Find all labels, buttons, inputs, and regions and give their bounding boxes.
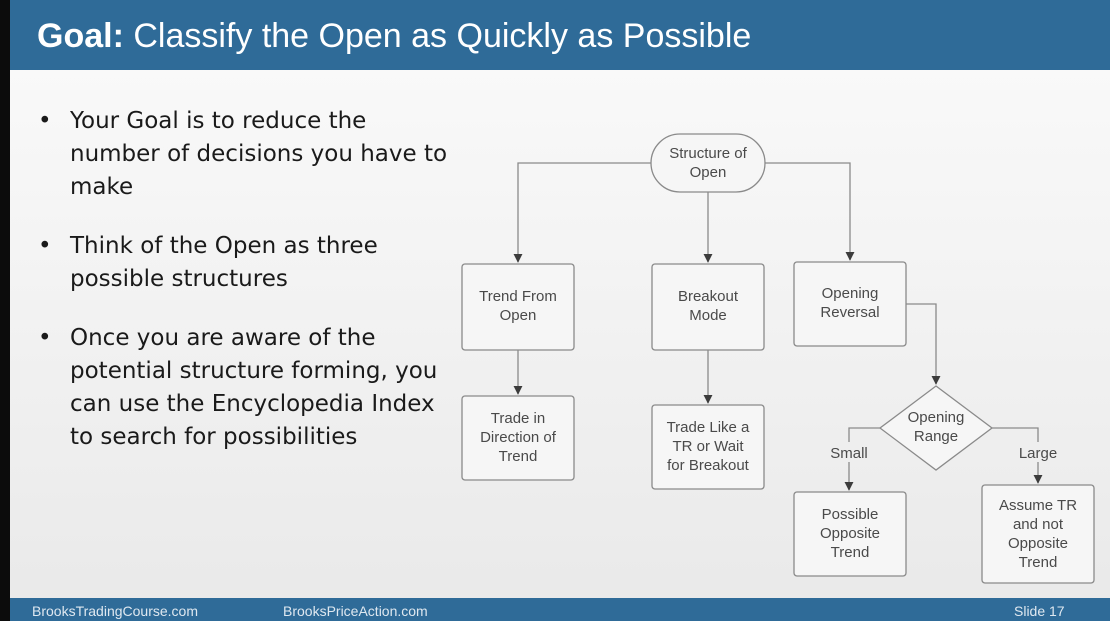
node-label: for Breakout	[667, 457, 749, 474]
slide-number: Slide 17	[1014, 603, 1065, 619]
node-label: Trend From	[479, 288, 557, 305]
node-trade-in-direction	[462, 396, 574, 480]
node-trade-like-tr	[652, 405, 764, 489]
node-label: Open	[499, 307, 537, 324]
node-label: Opening	[907, 409, 965, 426]
bullet-text: Think of the Open as three possible structures	[70, 233, 378, 292]
node-label: and not	[1012, 516, 1064, 533]
connector-root-trend	[518, 163, 651, 262]
node-label: Direction of	[480, 429, 556, 446]
node-label: TR or Wait	[672, 438, 744, 455]
node-label: Range	[913, 428, 959, 445]
connector-range-small	[849, 428, 880, 442]
node-label: Trend	[830, 544, 870, 561]
node-opening-range	[880, 386, 992, 470]
footer-bar	[10, 598, 1110, 621]
edge-label-small: Small	[830, 445, 868, 462]
connector-reversal-range	[906, 304, 936, 384]
node-label: Trade in	[490, 410, 546, 427]
bullet-dot-icon: •	[38, 108, 52, 134]
node-label: Breakout	[677, 288, 739, 305]
node-trend-from-open	[462, 264, 574, 350]
title-goal: Goal:	[37, 17, 124, 55]
node-opening-reversal	[794, 262, 906, 346]
bullet-text: Once you are aware of the potential structure forming, you can use the Encyclopedia Index to search for possibilities	[70, 325, 438, 450]
node-structure-of-open	[651, 134, 765, 192]
connector-root-reversal	[765, 163, 850, 260]
node-label: Trade Like a	[666, 419, 750, 436]
footer-link-brookspriceaction[interactable]: BrooksPriceAction.com	[283, 603, 428, 619]
title-text: Classify the Open as Quickly as Possible	[123, 17, 752, 55]
node-possible-opposite-trend	[794, 492, 906, 576]
node-label: Open	[689, 164, 727, 181]
node-label: Trend	[498, 448, 538, 465]
node-label: Opposite	[1007, 535, 1069, 552]
node-label: Trend	[1018, 554, 1058, 571]
node-label: Structure of	[669, 145, 747, 162]
flowchart	[10, 0, 1110, 598]
node-label: Assume TR	[998, 497, 1078, 514]
slide	[10, 0, 1110, 621]
edge-label-large: Large	[1018, 445, 1058, 462]
connector-range-large	[992, 428, 1038, 442]
node-breakout-mode	[652, 264, 764, 350]
node-label: Opening	[821, 285, 879, 302]
node-label: Possible	[821, 506, 879, 523]
bullet-dot-icon: •	[38, 233, 52, 259]
node-label: Mode	[689, 307, 727, 324]
node-assume-tr	[982, 485, 1094, 583]
node-label: Reversal	[820, 304, 880, 321]
bullet-text: Your Goal is to reduce the number of decisions you have to make	[70, 108, 448, 200]
footer-link-brookstradingcourse[interactable]: BrooksTradingCourse.com	[32, 603, 198, 619]
node-label: Opposite	[819, 525, 881, 542]
bullet-dot-icon: •	[38, 325, 52, 351]
